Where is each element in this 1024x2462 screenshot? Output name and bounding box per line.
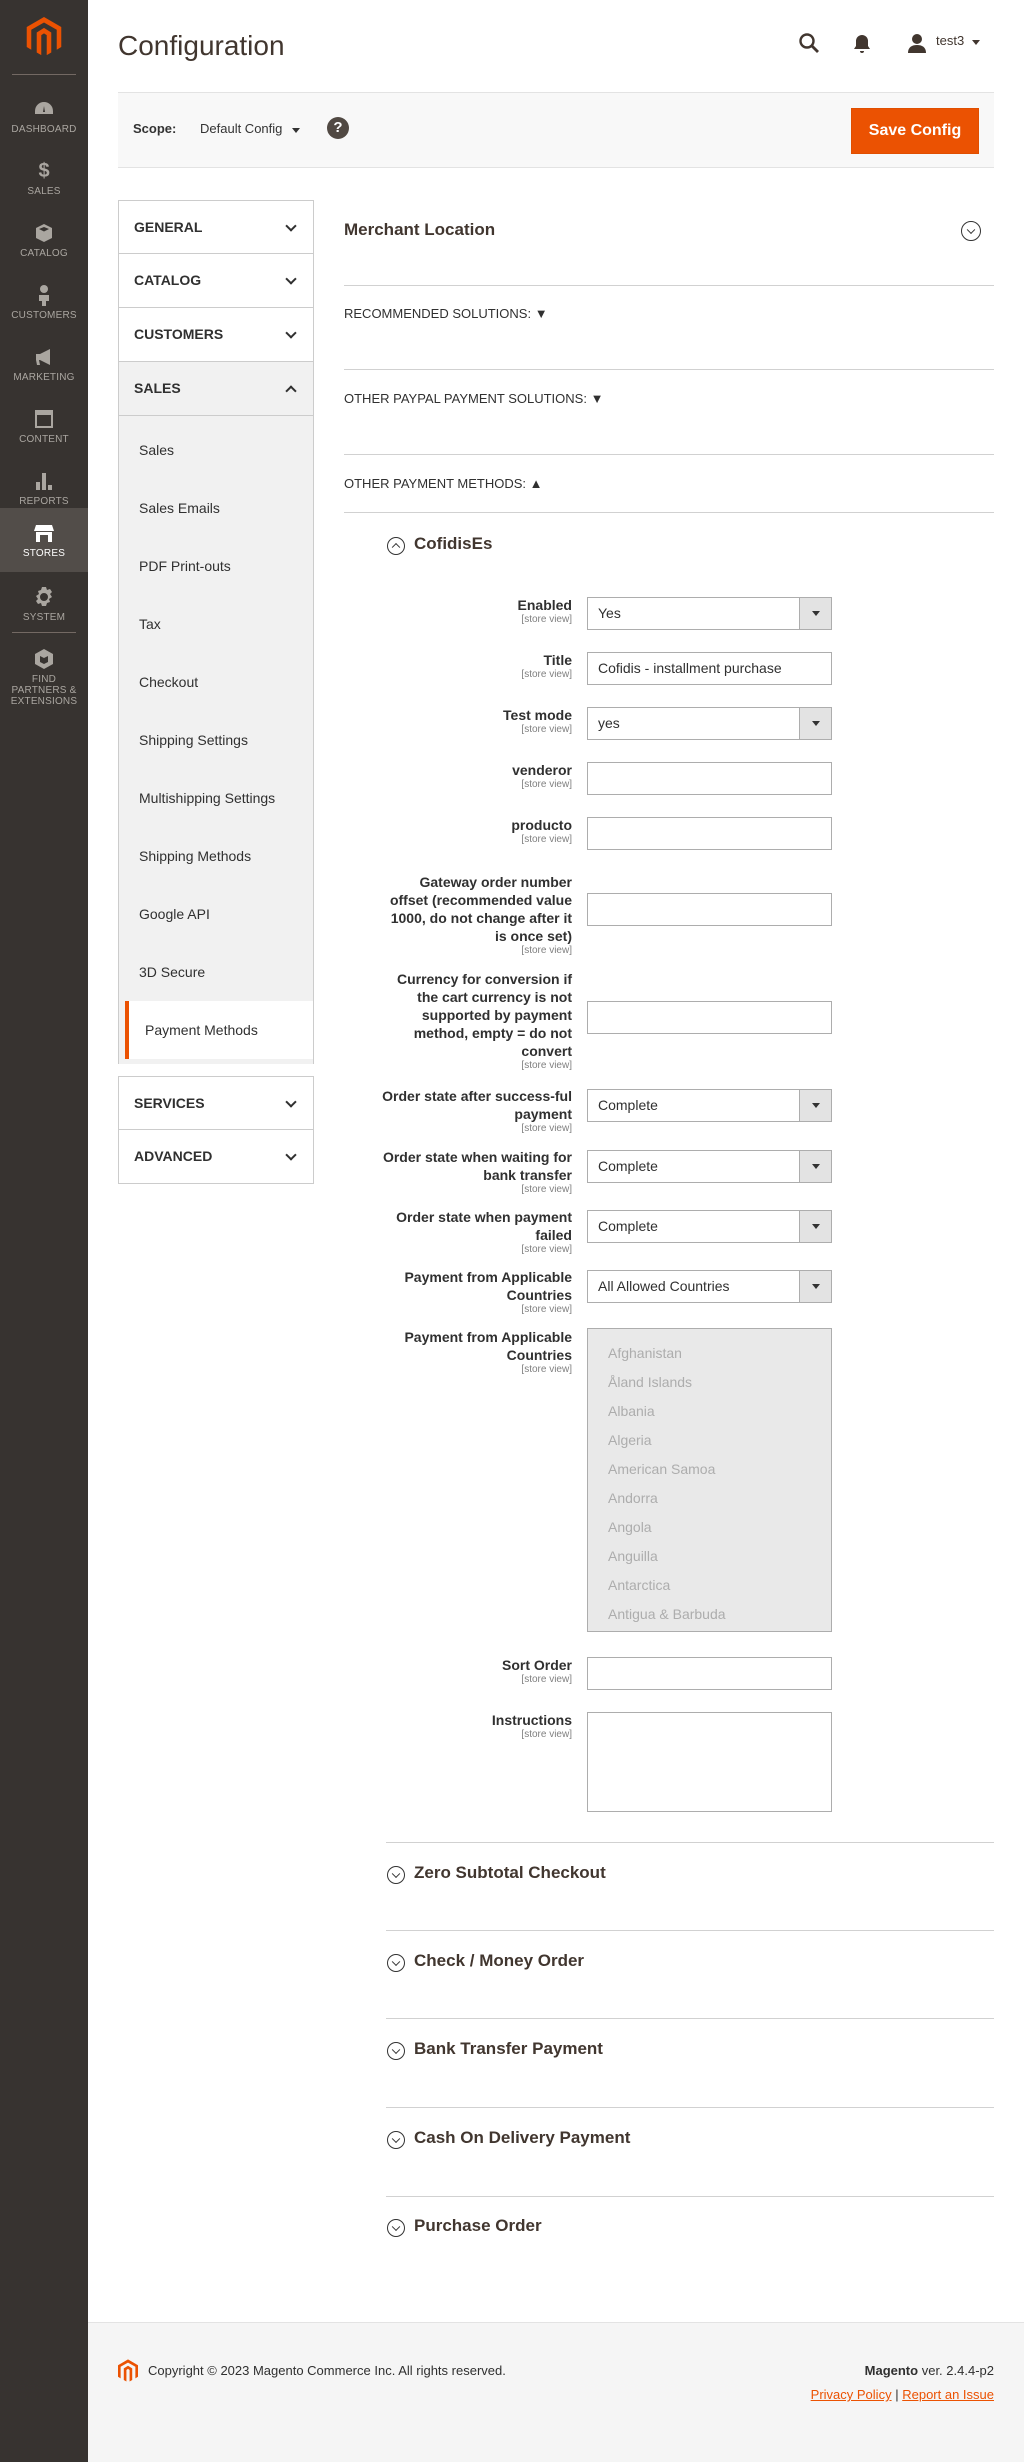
- other-payment-methods-toggle[interactable]: [344, 476, 543, 491]
- country-option[interactable]: Angola: [608, 1519, 652, 1535]
- purchase-order-section[interactable]: Purchase Order: [414, 2216, 542, 2235]
- tab-general[interactable]: [118, 200, 314, 254]
- sidebar-divider: [12, 632, 76, 633]
- tab-label: CATALOG: [134, 272, 202, 288]
- tab-label: GENERAL: [134, 219, 203, 235]
- sidebar-item-multishipping-settings[interactable]: Multishipping Settings: [139, 790, 276, 806]
- group-label: RECOMMENDED SOLUTIONS:: [344, 306, 532, 321]
- divider: [386, 1930, 994, 1931]
- sidebar-item-shipping-settings[interactable]: Shipping Settings: [139, 732, 248, 748]
- group-label: OTHER PAYMENT METHODS:: [344, 476, 527, 491]
- enabled-select[interactable]: Yes: [587, 597, 832, 630]
- zero-subtotal-checkout-section[interactable]: Zero Subtotal Checkout: [414, 1863, 606, 1882]
- country-option[interactable]: Afghanistan: [608, 1345, 682, 1361]
- sort-order-label: Sort Order [store view]: [501, 1657, 572, 1685]
- expand-toggle-icon[interactable]: [387, 2042, 405, 2060]
- dashboard-icon: [33, 98, 55, 120]
- tab-services[interactable]: [118, 1076, 314, 1130]
- expand-toggle-icon[interactable]: [387, 1866, 405, 1884]
- nav-label: DASHBOARD: [11, 124, 77, 135]
- tab-label: ADVANCED: [134, 1148, 213, 1164]
- nav-content[interactable]: [0, 394, 88, 452]
- user-icon[interactable]: [907, 33, 927, 53]
- scope-bar: [118, 92, 994, 168]
- nav-find-partners[interactable]: [0, 634, 88, 708]
- expand-toggle-icon[interactable]: [387, 2219, 405, 2237]
- version-text: [865, 2363, 994, 2378]
- product-input[interactable]: [587, 817, 832, 850]
- sales-subsection-list: [118, 416, 314, 1064]
- person-icon: [33, 284, 55, 306]
- offset-label: Gateway order number offset (recommended value 1000, do not change after it is once set) [store view]: [389, 874, 572, 956]
- collapse-toggle-icon[interactable]: [961, 221, 981, 241]
- country-option[interactable]: Algeria: [608, 1432, 652, 1448]
- enabled-label: Enabled [store view]: [517, 597, 572, 625]
- config-tabs: [118, 200, 314, 1184]
- bell-icon[interactable]: [853, 34, 871, 54]
- sidebar-item-pdf-printouts[interactable]: PDF Print-outs: [139, 558, 231, 574]
- merchant-location-title[interactable]: Merchant Location: [344, 220, 496, 239]
- select-arrow-icon: [799, 1151, 831, 1182]
- bar-chart-icon: [33, 470, 55, 492]
- nav-reports[interactable]: [0, 456, 88, 514]
- country-option[interactable]: Antarctica: [608, 1577, 671, 1593]
- dollar-icon: $: [38, 160, 50, 182]
- caret-down-icon[interactable]: [972, 40, 980, 45]
- currency-label: Currency for conversion if the cart currency is not supported by payment method, empty = do not convert [store view]: [396, 971, 572, 1071]
- triangle-up-icon: ▲: [529, 476, 543, 491]
- chevron-down-icon: [285, 1096, 296, 1107]
- sidebar-item-google-api[interactable]: Google API: [139, 906, 210, 922]
- country-option[interactable]: American Samoa: [608, 1461, 716, 1477]
- sidebar-item-shipping-methods[interactable]: Shipping Methods: [139, 848, 252, 864]
- nav-label: CUSTOMERS: [11, 310, 77, 321]
- chevron-down-icon: [285, 1149, 296, 1160]
- divider: [386, 1842, 994, 1843]
- divider: [386, 2196, 994, 2197]
- vendor-label: venderor [store view]: [512, 762, 572, 790]
- sidebar-item-3d-secure[interactable]: 3D Secure: [139, 964, 206, 980]
- layout-icon: [33, 408, 55, 430]
- nav-label: SALES: [27, 186, 61, 197]
- page-footer: [88, 2322, 1024, 2462]
- nav-label: STORES: [22, 548, 66, 559]
- other-paypal-toggle[interactable]: [344, 391, 603, 406]
- chevron-down-icon: [285, 220, 296, 231]
- nav-label: CONTENT: [19, 434, 69, 445]
- test-mode-select[interactable]: yes: [587, 707, 832, 740]
- sort-order-input[interactable]: [587, 1657, 832, 1690]
- link-separator: |: [895, 2387, 899, 2402]
- divider: [344, 512, 994, 513]
- scope-switcher[interactable]: Default Config: [200, 121, 283, 136]
- megaphone-icon: [33, 346, 55, 368]
- applicable-countries-label: Payment from Applicable Countries [store view]: [404, 1269, 572, 1315]
- country-option[interactable]: Anguilla: [608, 1548, 658, 1564]
- instructions-textarea[interactable]: [587, 1712, 832, 1812]
- nav-label: FIND PARTNERS & EXTENSIONS: [10, 674, 78, 707]
- version-number: ver. 2.4.4-p2: [921, 2363, 994, 2378]
- sidebar-divider: [12, 74, 76, 75]
- title-label: Title [store view]: [521, 652, 572, 680]
- admin-sidebar: [0, 0, 88, 2462]
- help-icon[interactable]: ?: [327, 117, 349, 139]
- storefront-icon: [33, 522, 55, 544]
- group-label: OTHER PAYPAL PAYMENT SOLUTIONS:: [344, 391, 587, 406]
- nav-label: CATALOG: [20, 248, 68, 259]
- report-issue-link[interactable]: Report an Issue: [902, 2387, 994, 2402]
- nav-label: REPORTS: [19, 496, 69, 507]
- state-success-label: Order state after success-ful payment [store view]: [382, 1088, 572, 1134]
- divider: [344, 369, 994, 370]
- country-option[interactable]: Antigua & Barbuda: [608, 1606, 726, 1622]
- state-waiting-select[interactable]: Complete: [587, 1150, 832, 1183]
- specific-countries-multiselect[interactable]: [587, 1328, 832, 1632]
- country-option[interactable]: Andorra: [608, 1490, 658, 1506]
- divider: [386, 2107, 994, 2108]
- country-option[interactable]: Åland Islands: [608, 1374, 693, 1390]
- nav-system[interactable]: [0, 572, 88, 630]
- scope-label: Scope:: [133, 121, 177, 136]
- triangle-down-icon: ▼: [590, 391, 604, 406]
- nav-sales[interactable]: [0, 146, 88, 204]
- expand-toggle-icon[interactable]: [387, 2131, 405, 2149]
- brand-name: Magento: [864, 2363, 919, 2378]
- expand-toggle-icon[interactable]: [387, 1954, 405, 1972]
- nav-dashboard[interactable]: [0, 84, 88, 142]
- tab-catalog[interactable]: [118, 254, 314, 308]
- vendor-input[interactable]: [587, 762, 832, 795]
- save-config-button[interactable]: Save Config: [851, 108, 979, 154]
- currency-input[interactable]: [587, 1001, 832, 1034]
- magento-logo-icon: [118, 2359, 138, 2383]
- collapse-toggle-icon[interactable]: [387, 537, 405, 555]
- select-arrow-icon: [799, 1211, 831, 1242]
- select-arrow-icon: [799, 1090, 831, 1121]
- chevron-down-icon: [285, 327, 296, 338]
- tab-label: SALES: [134, 380, 181, 396]
- nav-marketing[interactable]: [0, 332, 88, 390]
- divider: [344, 285, 994, 286]
- state-success-select[interactable]: Complete: [587, 1089, 832, 1122]
- sidebar-item-payment-methods[interactable]: Payment Methods: [125, 1001, 313, 1059]
- bank-transfer-section[interactable]: Bank Transfer Payment: [414, 2039, 603, 2058]
- recommended-solutions-toggle[interactable]: [344, 306, 548, 321]
- search-icon[interactable]: [798, 32, 820, 54]
- user-account-menu[interactable]: test3: [936, 33, 965, 48]
- boxes-icon: [33, 648, 55, 670]
- nav-label: MARKETING: [13, 372, 75, 383]
- tab-label: SERVICES: [134, 1095, 205, 1111]
- sidebar-item-tax[interactable]: Tax: [139, 616, 161, 632]
- privacy-policy-link[interactable]: Privacy Policy: [810, 2387, 892, 2402]
- magento-logo-icon[interactable]: [25, 17, 63, 57]
- caret-down-icon[interactable]: [292, 128, 300, 133]
- applicable-countries-select[interactable]: All Allowed Countries: [587, 1270, 832, 1303]
- state-failed-select[interactable]: Complete: [587, 1210, 832, 1243]
- page-title: Configuration: [118, 30, 285, 61]
- divider: [344, 454, 994, 455]
- tab-advanced[interactable]: [118, 1130, 314, 1184]
- select-arrow-icon: [799, 1271, 831, 1302]
- nav-label: SYSTEM: [22, 612, 66, 623]
- test-mode-label: Test mode [store view]: [503, 707, 572, 735]
- country-option[interactable]: Albania: [608, 1403, 655, 1419]
- state-failed-label: Order state when payment failed [store view]: [396, 1209, 572, 1255]
- tab-sales[interactable]: [118, 362, 314, 416]
- cube-icon: [33, 222, 55, 244]
- title-input[interactable]: Cofidis - installment purchase: [587, 652, 832, 685]
- nav-catalog[interactable]: [0, 208, 88, 266]
- product-label: producto [store view]: [511, 817, 572, 845]
- cash-on-delivery-section[interactable]: Cash On Delivery Payment: [414, 2128, 631, 2147]
- tab-customers[interactable]: [118, 308, 314, 362]
- select-arrow-icon: [799, 598, 831, 629]
- offset-input[interactable]: [587, 893, 832, 926]
- copyright-text: Copyright © 2023 Magento Commerce Inc. All rights reserved.: [148, 2363, 506, 2378]
- sidebar-item-checkout[interactable]: Checkout: [139, 674, 199, 690]
- nav-stores[interactable]: [0, 508, 88, 572]
- chevron-up-icon: [285, 385, 296, 396]
- state-waiting-label: Order state when waiting for bank transfer [store view]: [382, 1149, 572, 1195]
- select-arrow-icon: [799, 708, 831, 739]
- chevron-down-icon: [285, 273, 296, 284]
- tab-label: CUSTOMERS: [134, 326, 224, 342]
- instructions-label: Instructions [store view]: [491, 1712, 572, 1740]
- nav-customers[interactable]: [0, 270, 88, 328]
- check-money-order-section[interactable]: Check / Money Order: [414, 1951, 585, 1970]
- triangle-down-icon: ▼: [534, 306, 548, 321]
- sidebar-item-sales[interactable]: Sales: [139, 442, 175, 458]
- divider: [386, 2018, 994, 2019]
- cofidis-section-title[interactable]: CofidisEs: [414, 534, 493, 553]
- gear-icon: [33, 586, 55, 608]
- sidebar-item-sales-emails[interactable]: Sales Emails: [139, 500, 220, 516]
- footer-links: [811, 2387, 994, 2402]
- specific-countries-label: Payment from Applicable Countries [store view]: [404, 1329, 572, 1375]
